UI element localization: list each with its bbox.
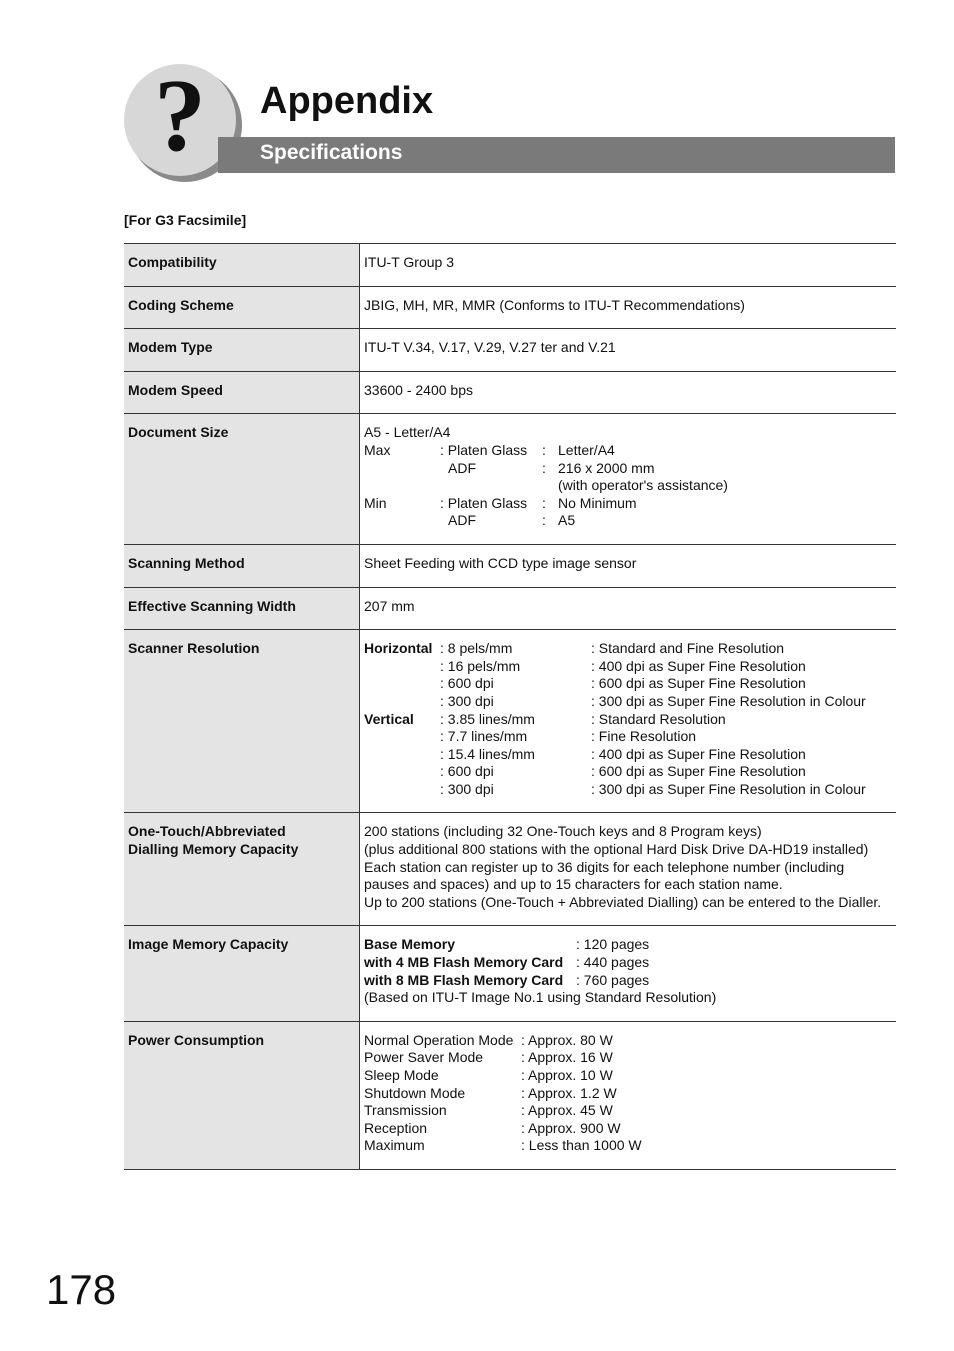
- min-label: Min: [364, 494, 387, 511]
- row-label: Power Consumption: [124, 1021, 360, 1169]
- resolution-value: : 15.4 lines/mm: [440, 745, 535, 762]
- power-mode: Shutdown Mode: [364, 1084, 466, 1101]
- one-touch-value: [360, 813, 897, 926]
- table-row: [124, 414, 896, 545]
- row-label: Scanner Resolution: [124, 630, 360, 813]
- power-mode: Reception: [364, 1119, 428, 1136]
- row-label: [124, 813, 360, 926]
- memory-note: (Based on ITU-T Image No.1 using Standard Resolution): [364, 989, 717, 1006]
- resolution-value: : 300 dpi: [440, 692, 494, 709]
- memory-name: with 4 MB Flash Memory Card: [364, 954, 564, 971]
- resolution-desc: : Fine Resolution: [591, 728, 697, 745]
- specifications-table: [124, 243, 896, 1170]
- min-platen-label: : Platen Glass: [440, 494, 528, 511]
- power-mode: Sleep Mode: [364, 1067, 439, 1083]
- power-watts: : Approx. 16 W: [521, 1049, 613, 1066]
- power-mode: Maximum: [364, 1137, 425, 1154]
- image-memory-value: [360, 926, 897, 1021]
- max-adf-label: ADF: [448, 459, 476, 476]
- table-row: [124, 630, 896, 813]
- power-watts: : Approx. 80 W: [521, 1031, 613, 1048]
- table-row: [124, 244, 896, 287]
- table-row: [124, 544, 896, 587]
- row-label: Scanning Method: [124, 544, 360, 587]
- power-watts: : Less than 1000 W: [521, 1137, 642, 1154]
- page-title: Appendix: [260, 80, 434, 122]
- row-value: ITU-T Group 3: [364, 254, 454, 270]
- min-adf-value: A5: [558, 512, 576, 529]
- row-label: Document Size: [124, 414, 360, 545]
- scanner-resolution-value: [360, 630, 897, 813]
- row-label-line: One-Touch/Abbreviated: [128, 823, 286, 840]
- resolution-desc: : 400 dpi as Super Fine Resolution: [591, 745, 806, 762]
- colon: :: [542, 441, 546, 458]
- table-row: [124, 813, 896, 926]
- power-mode: Transmission: [364, 1102, 447, 1119]
- resolution-desc: : Standard Resolution: [591, 710, 726, 727]
- resolution-value: : 600 dpi: [440, 675, 494, 692]
- vertical-label: Vertical: [364, 710, 414, 727]
- page-number: 178: [46, 1266, 117, 1313]
- memory-name: Base Memory: [364, 936, 456, 953]
- resolution-desc: : 300 dpi as Super Fine Resolution in Colour: [591, 692, 866, 709]
- resolution-desc: : 600 dpi as Super Fine Resolution: [591, 763, 806, 780]
- row-label: Image Memory Capacity: [124, 926, 360, 1021]
- resolution-desc: : Standard and Fine Resolution: [591, 640, 785, 657]
- document-size-range: A5 - Letter/A4: [364, 424, 451, 441]
- table-row: [124, 286, 896, 329]
- power-watts: : Approx. 1.2 W: [521, 1084, 617, 1101]
- text-line: Each station can register up to 36 digits for each telephone number (including: [364, 858, 845, 875]
- row-label-line: Dialling Memory Capacity: [128, 841, 299, 858]
- question-mark-icon: ?: [154, 58, 206, 173]
- memory-pages: : 760 pages: [576, 971, 650, 988]
- text-line: pauses and spaces) and up to 15 characters for each station name.: [364, 876, 783, 893]
- page-subtitle: Specifications: [260, 141, 403, 164]
- table-row: [124, 587, 896, 630]
- row-label: Coding Scheme: [124, 286, 360, 329]
- row-value: 33600 - 2400 bps: [364, 381, 473, 398]
- max-label: Max: [364, 441, 391, 458]
- max-platen-value: Letter/A4: [558, 441, 615, 458]
- row-label: Modem Type: [124, 329, 360, 372]
- row-value: ITU-T V.34, V.17, V.29, V.27 ter and V.21: [364, 339, 616, 356]
- memory-pages: : 120 pages: [576, 936, 650, 953]
- text-line: 200 stations (including 32 One-Touch keys and 8 Program keys): [364, 823, 762, 840]
- resolution-value: : 16 pels/mm: [440, 657, 521, 674]
- table-row: [124, 926, 896, 1021]
- resolution-value: : 7.7 lines/mm: [440, 728, 528, 745]
- max-adf-value: 216 x 2000 mm: [558, 459, 655, 476]
- resolution-desc: : 300 dpi as Super Fine Resolution in Colour: [591, 780, 866, 797]
- power-mode: Normal Operation Mode: [364, 1031, 514, 1048]
- max-platen-label: : Platen Glass: [440, 441, 528, 458]
- table-row: [124, 371, 896, 414]
- row-label: Modem Speed: [124, 371, 360, 414]
- horizontal-label: Horizontal: [364, 640, 433, 657]
- memory-pages: : 440 pages: [576, 954, 650, 971]
- row-label: Effective Scanning Width: [124, 587, 360, 630]
- colon: :: [542, 512, 546, 529]
- resolution-value: : 600 dpi: [440, 763, 494, 780]
- power-watts: : Approx. 45 W: [521, 1102, 613, 1119]
- resolution-value: : 8 pels/mm: [440, 640, 513, 657]
- table-row: [124, 1021, 896, 1169]
- power-watts: : Approx. 10 W: [521, 1067, 613, 1083]
- memory-name: with 8 MB Flash Memory Card: [364, 971, 564, 988]
- resolution-value: : 3.85 lines/mm: [440, 710, 535, 727]
- row-label: Compatibility: [124, 244, 360, 287]
- table-row: [124, 329, 896, 372]
- colon: :: [542, 459, 546, 476]
- text-line: (plus additional 800 stations with the optional Hard Disk Drive DA-HD19 installed): [364, 841, 869, 858]
- row-value: Sheet Feeding with CCD type image sensor: [364, 554, 637, 571]
- resolution-value: : 300 dpi: [440, 780, 494, 797]
- row-value: JBIG, MH, MR, MMR (Conforms to ITU-T Recommendations): [364, 296, 745, 313]
- resolution-desc: : 600 dpi as Super Fine Resolution: [591, 675, 806, 692]
- power-watts: : Approx. 900 W: [521, 1119, 621, 1136]
- text-line: Up to 200 stations (One-Touch + Abbreviated Dialling) can be entered to the Dialler.: [364, 893, 882, 910]
- power-mode: Power Saver Mode: [364, 1049, 484, 1066]
- colon: :: [542, 494, 546, 511]
- min-platen-value: No Minimum: [558, 494, 637, 511]
- min-adf-label: ADF: [448, 512, 476, 529]
- max-adf-note: (with operator's assistance): [558, 477, 728, 494]
- power-value: [360, 1021, 897, 1169]
- section-label: [For G3 Facsimile]: [124, 212, 247, 228]
- document-size-value: [360, 414, 897, 545]
- resolution-desc: : 400 dpi as Super Fine Resolution: [591, 657, 806, 674]
- row-value: 207 mm: [364, 597, 415, 614]
